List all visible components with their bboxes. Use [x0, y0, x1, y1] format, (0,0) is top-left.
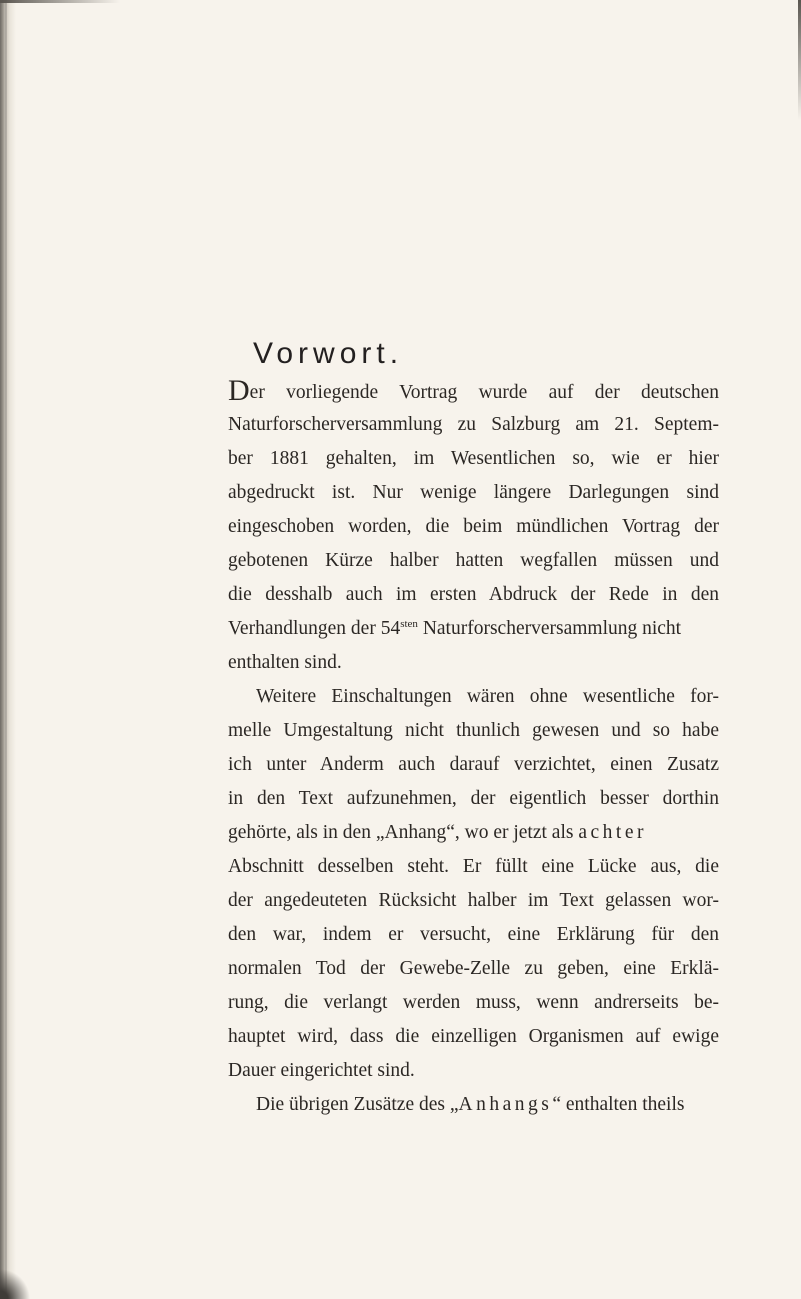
text-line-2: Naturforscherversammlung zu Salzburg am 21. Septem- [228, 414, 719, 435]
dropcap: D [228, 374, 250, 407]
text-line-5: eingeschoben worden, die beim mündlichen Vortrag der [228, 516, 719, 537]
text-line-12: ich unter Anderm auch darauf verzichtet, einen Zusatz [228, 754, 719, 775]
text-line-11: melle Umgestaltung nicht thunlich gewesen und so habe [228, 720, 719, 741]
binding-line [5, 0, 7, 1299]
text-line-10: Weitere Einschaltungen wären ohne wesentliche for- [256, 686, 719, 707]
text-line-6: gebotenen Kürze halber hatten wegfallen müssen und [228, 550, 719, 571]
text-line-17: den war, indem er versucht, eine Erklärung für den [228, 924, 719, 945]
text-line-22: Die übrigen Zusätze des „Anhangs“ enthalten theils [256, 1094, 685, 1115]
text-line-18: normalen Tod der Gewebe-Zelle zu geben, eine Erklä- [228, 958, 719, 979]
text-line-15: Abschnitt desselben steht. Er füllt eine Lücke aus, die [228, 856, 719, 877]
text-line-16: der angedeuteten Rücksicht halber im Text gelassen wor- [228, 890, 719, 911]
text-line-3: ber 1881 gehalten, im Wesentlichen so, wie er hier [228, 448, 719, 469]
scan-corner-shadow [0, 1259, 40, 1299]
text-line-4: abgedruckt ist. Nur wenige längere Darlegungen sind [228, 482, 719, 503]
text-line-8: Verhandlungen der $54^{sten}$ Naturforscherversammlung nicht [228, 618, 682, 639]
text-line-19: rung, die verlangt werden muss, wenn andrerseits be- [228, 992, 719, 1013]
text-line-14: gehörte, als in den „Anhang“, wo er jetzt als achter [228, 822, 647, 843]
page-title: Vorwort. [253, 337, 404, 370]
text-line-20: hauptet wird, dass die einzelligen Organismen auf ewige [228, 1026, 719, 1047]
text-line-13: in den Text aufzunehmen, der eigentlich besser dorthin [228, 788, 719, 809]
page-binding-shadow [0, 0, 16, 1299]
text-line-1: Der vorliegende Vortrag wurde auf der deutschen [228, 374, 719, 407]
text-line-9: enthalten sind. [228, 652, 342, 673]
scan-edge-top [0, 0, 120, 3]
text-line-7: die desshalb auch im ersten Abdruck der Rede in den [228, 584, 719, 605]
text-line-21: Dauer eingerichtet sind. [228, 1060, 415, 1081]
